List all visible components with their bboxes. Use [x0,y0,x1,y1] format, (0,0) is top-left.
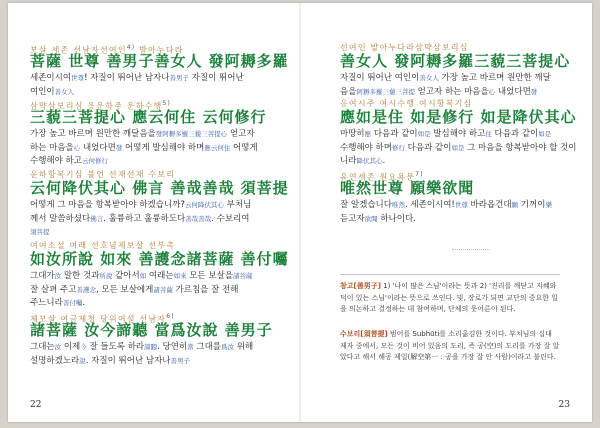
gloss-hanja: 善男子 [169,74,189,82]
gloss-hanja: 如來 [173,272,187,280]
footnote-head: 참고[善男子] [340,282,381,290]
gloss-hanja: 心 [488,87,496,96]
pronunciation-text: 유연세존 원요욕문 [340,172,416,182]
gloss-hanja: 住 [485,130,492,138]
hanja-line: 善女人 發阿耨多羅三藐三菩提心 [340,52,571,70]
gloss-hanja: 爲汝 [221,343,235,351]
pronunciation-text: 발아누다라 [139,45,184,55]
gloss-hanja: 發 [115,143,123,152]
translation-text: 세존이시여 [30,73,72,83]
pronunciation-text: 응여시주 여시수행 여시항복기심 [340,99,473,108]
footnote-text: 범어를 Subhūti를 소리옮김한 것이다. 부처님의 십대 제자 중에서, 모든 것이 비어 있음의 도리, 즉 공(空)의 도리를 가장 잘 알았다고 해서 해공 제일(解空第一 : 공을 가장 잘 안 사람)이라고 불린다. [340,330,560,361]
translation-text: 발심해야 하고 [430,129,486,139]
translation-line [30,72,289,86]
translation [30,341,273,368]
translation-text: 이제 [61,342,81,352]
translation-text: 니라 [340,156,357,166]
translation-text: 다음과 같이 [491,129,539,139]
gloss-hanja: 善女人 [54,87,75,96]
translation-text: 하는 마음을 [30,142,74,153]
translation [30,270,289,311]
translation-text: 가르침을 잘 전해 [172,284,239,295]
translation-text: 다음과 같이 [371,129,418,139]
right-page [300,3,592,422]
translation-line [340,72,570,86]
translation-line [30,155,266,169]
footnote [340,281,560,316]
translation-text: 다음과 같이 [404,142,452,153]
translation-text: ! 자질이 뛰어난 남자나 [84,73,170,83]
verse-block [30,170,289,240]
gloss-hanja: 樂 [545,201,552,209]
pronunciation-text: 제보살 여금제청 당위여설 선남자 [30,314,167,324]
gloss-hanja: 修行 [391,143,405,152]
hanja-line: 菩薩 世尊 善男子善女人 發阿耨多羅 [30,52,289,70]
gloss-hanja: 須菩提 [30,228,50,236]
gloss-hanja: 佛言 [90,214,104,223]
gloss-hanja: 諸菩薩 [233,272,253,280]
gloss-hanja: 欲聞 [364,214,378,223]
translation-text: , 모든 보살에게 [95,284,154,295]
footnote-text: 1) '나이 많은 스님'이라는 뜻과 2) '진리를 깨닫고 지혜와 덕이 있는 스님'이라는 뜻으로 쓰인다. 및, 장로가 되면 교단의 중요한 일을 의논하고 결정하는 데 참여하며, 단체의 웃어른이 된다. [340,282,558,313]
translation-line [30,226,289,240]
translation-text: 주느니라 [30,298,63,308]
gloss-hanja: 諦聽 [144,343,158,351]
gloss-hanja: 汝 [54,343,62,351]
translation-text: 그 마음을 항복받아야 할 것이 [464,142,577,153]
translation-line [30,355,273,369]
verse-block [340,99,576,169]
verse-block [340,43,570,99]
pronunciation-text: 보살 세존 선남자선여인 [30,45,127,55]
translation-line [30,199,289,213]
gloss-hanja: 發 [530,87,538,96]
verse-block [30,241,289,311]
translation-text: 어떻게 그 마음을 항복받아야 하겠습니까? [30,200,185,210]
notes-rule [340,274,560,275]
translation-text: 그대는 [30,342,55,352]
footnote-marker: 4) [126,44,136,51]
translation-text: 잘 들도록 하라 [86,342,145,352]
translation-text: 위해 [234,342,254,352]
translation-text: 모든 보살을 [186,271,234,281]
gloss-hanja: 如是 [417,130,431,138]
translation-text: 듣고자 [340,213,365,224]
hanja-line: 三藐三菩提心 應云何住 云何修行 [30,108,267,126]
translation-text: 같아서 [112,271,140,281]
translation-text: . [82,298,86,308]
gloss-hanja: 應 [364,130,372,138]
translation-text: 부처님 [223,200,252,210]
footnote-head: 수보리[須菩提] [340,330,388,338]
translation-text: . 훌륭하고 훌륭하도다 [103,213,186,224]
gloss-hanja: 諸菩薩 [153,285,173,294]
translation-text: . 세존이시여! [404,200,455,210]
left-page [8,3,300,422]
translation-text: 기꺼이 [518,200,546,210]
gloss-hanja: 心 [73,143,81,152]
translation-text: 수행해야 하고 [30,156,82,166]
translation [340,199,552,226]
translation-line [30,142,266,156]
translation [340,128,576,169]
translation-text: . 수보리여 [211,213,250,224]
translation-line [30,297,289,311]
translation [30,72,289,99]
translation-line [30,213,289,227]
translation-text: 잘 살펴 주고 [30,284,77,295]
verse-block [30,312,273,368]
gloss-hanja: 降伏其心 [356,157,383,165]
translation-text: . [382,156,386,166]
gloss-hanja: 發阿耨多羅三藐三菩提心 [155,130,228,138]
translation-text: 마땅히 [340,129,365,139]
footnote-marker: 5) [162,100,172,107]
translation-text: 내었다면 [495,86,531,97]
translation-text: 설명하겠노라 [30,355,80,366]
translation-text: 어떻게 발심해야 하며 [122,142,205,153]
translation-text: 께서 말씀하셨다 [30,213,91,224]
gloss-hanja: 唯然 [391,201,405,209]
gloss-hanja: 今 [80,343,87,351]
translation-text: 여인이 [30,86,55,97]
translation-text: . 당연히 [157,342,188,352]
verse-block [340,170,552,226]
gloss-hanja: 善男子 [170,356,190,365]
gloss-hanja: 世尊 [454,201,468,209]
translation-line [340,128,576,142]
footnote-marker: 7) [415,171,424,178]
translation-text: 얻고자 하는 마음을 [414,86,489,97]
translation-line [340,142,576,156]
hanja-line: 諸菩薩 汝今諦聽 當爲汝說 善男子 [30,321,273,339]
translation-line [340,155,576,169]
gloss-hanja: 說 [79,356,86,365]
translation-text: 그대가 [30,271,55,281]
translation-text: 바라옵건대 [467,200,512,210]
translation-text: 내었다면 [80,142,116,153]
translation-text: 여래는 [146,271,174,281]
page-number: 22 [30,400,42,410]
translation [340,72,570,99]
gloss-hanja: 當 [187,343,194,351]
gloss-hanja: 云何修行 [81,157,108,165]
hanja-line: 應如是住 如是修行 如是降伏其心 [340,108,577,126]
hanja-line: 云何降伏其心 佛言 善哉善哉 須菩提 [30,179,289,197]
footnote [340,329,560,364]
gloss-hanja: 如是 [451,143,465,152]
translation-text: 하나이다. [377,213,416,224]
translation-text: . 자질이 뛰어난 남자나 [85,355,171,366]
gloss-hanja: 汝 [54,272,62,280]
translation-text: 그대를 [193,342,222,352]
translation-text: 자질이 뛰어난 여인이 [340,73,420,83]
translation-line [30,86,289,100]
pronunciation-text: 운하항복기심 불언 선재선재 수보리 [30,170,176,179]
translation-line [30,128,266,142]
verse-block [30,99,266,169]
translation-text: 잘 알겠습니다 [340,200,392,210]
separator-dots [452,249,490,250]
pronunciation-text: 여여소설 여래 선호념제보살 선부촉 [30,241,176,250]
translation-text: 말한 것과 [61,271,100,281]
verse-block [30,43,289,99]
translation-text: 가장 높고 바르며 원만한 깨달 [438,73,551,83]
gloss-hanja: 所說 [99,272,113,280]
gloss-hanja: 阿耨多羅三藐三菩提 [356,87,415,96]
translation-text: 음을 [340,86,357,97]
translation-text: 어떻게 [230,142,258,153]
translation-text: 가장 높고 바르며 원만한 깨달음을 [30,129,156,139]
pronunciation-text: 삼먁삼보리심 응운하주 운하수행 [30,101,163,111]
translation-line [340,199,552,213]
translation-line [30,270,289,284]
gloss-hanja: 世尊 [71,74,85,82]
hanja-line: 唯然世尊 願樂欲聞 [340,179,475,197]
translation-line [340,86,570,100]
hanja-line: 如汝所說 如來 善護念諸菩薩 善付囑 [30,250,289,268]
translation [30,128,266,169]
book-spread [8,3,592,422]
gloss-hanja: 如是 [538,130,552,138]
gloss-hanja: 善哉善哉 [185,214,212,223]
gloss-hanja: 如 [139,272,147,280]
translation-line [340,213,552,227]
translation-text: 수행해야 하며 [340,142,392,153]
gloss-hanja: 願 [511,201,519,209]
gloss-hanja: 善護念 [76,285,96,294]
gloss-hanja: 云何降伏其心 [184,201,224,209]
gloss-hanja: 善付囑 [62,299,83,307]
gloss-hanja: 善女人 [419,74,439,82]
translation [30,199,289,240]
footnote-marker: 6) [166,313,175,320]
translation-line [30,284,289,298]
gloss-hanja: 應云何住 [204,143,231,152]
translation-text: 얻고자 [227,129,255,139]
translation-text: 자질이 뛰어난 [188,73,244,83]
pronunciation-text: 선여인 발아누다라삼먁삼보리심 [340,43,469,52]
page-number: 23 [558,400,570,410]
translation-line [30,341,273,355]
